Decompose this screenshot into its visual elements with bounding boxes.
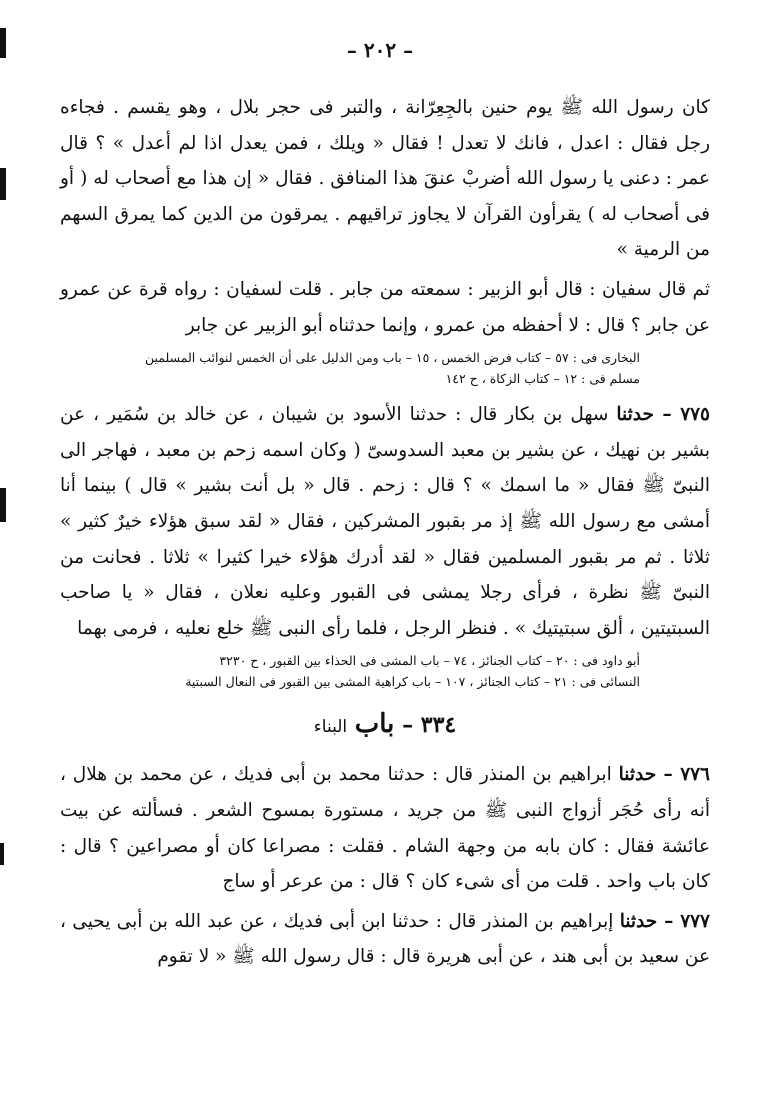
hadith-number: ٧٧٦ – حدثنا — [618, 764, 710, 786]
chapter-title: البناء — [313, 717, 348, 738]
chapter-heading — [60, 704, 710, 747]
reference-note — [60, 347, 710, 389]
page-number: – ٢٠٢ – — [346, 38, 414, 62]
page-edge-mark — [0, 488, 6, 522]
hadith-paragraph: كان رسول الله ﷺ يوم حنين بالجِعِرّانة ، والتبر فى حجر بلال ، وهو يقسم . فجاءه رجل فقال : اعدل ، فانك لا تعدل ! فقال « ويلك ، فمن يعدل اذا لم أعدل » ؟ قال عمر : دعنى يا رسول الله أضربْ عنقَ هذا المنافق . فقال « إن هذا مع أصحاب له ( أو فى أصحاب له ) يقرأون القرآن لا يجاوز تراقيهم . يمرقون من الدين كما يمرق السهم من الرمية » — [60, 97, 710, 261]
hadith-text: إبراهيم بن المنذر قال : حدثنا ابن أبى فديك ، عن عبد الله بن أبى يحيى ، عن سعيد بن أبى هند ، عن أبى هريرة قال : قال رسول الله ﷺ « لا تقوم — [60, 910, 710, 968]
page-edge-mark — [0, 843, 4, 865]
hadith-paragraph — [60, 397, 710, 646]
hadith-text: ابراهيم بن المنذر قال : حدثنا محمد بن أبى فديك ، عن محمد بن هلال ، أنه رأى حُجَر أزواج النبى ﷺ من جريد ، مستورة بمسوح الشعر . فسألته عن بيت عائشة فقال : كان بابه من وجهة الشام . فقلت : مصراعا كان أو مصراعين ؟ قال : كان باب واحد . قلت من أى شىء كان ؟ قال : من عرعر أو ساج — [60, 764, 710, 893]
hadith-paragraph — [60, 904, 710, 975]
hadith-paragraph — [60, 757, 710, 899]
reference-line: النسائى فى : ٢١ – كتاب الجنائز ، ١٠٧ – باب كراهية المشى بين القبور فى النعال السبتية — [185, 674, 640, 690]
hadith-text: سهل بن بكار قال : حدثنا الأسود بن شيبان ، عن خالد بن سُمَير ، عن بشير بن نهيك ، عن بشير بن معبد السدوسىّ ( وكان اسمه زحم بن معبد ، فهاجر الى النبىّ ﷺ فقال « ما اسمك » ؟ قال : زحم . قال « بل أنت بشير » قال ) بينما أنا أمشى مع رسول الله ﷺ إذ مر بقبور المشركين ، فقال « لقد سبق هؤلاء خيرٌ كثير » ثلاثا . ثم مر بقبور المسلمين فقال « لقد أدرك هؤلاء خيرا كثيرا » ثلاثا . فحانت من النبىّ ﷺ نظرة ، فرأى رجلا يمشى فى القبور وعليه نعلان ، فقال « يا صاحب السبتيتين ، ألق سبتيتيك » . فنظر الرجل ، فلما رأى النبى ﷺ خلع نعليه ، فرمى بهما — [60, 404, 710, 639]
page-body — [60, 90, 710, 979]
page-edge-mark — [0, 168, 6, 200]
chapter-bab: باب — [354, 709, 395, 740]
reference-note — [60, 650, 710, 692]
hadith-number: ٧٧٧ – حدثنا — [619, 910, 710, 932]
reference-line: أبو داود فى : ٢٠ – كتاب الجنائز ، ٧٤ – باب المشى فى الحذاء بين القبور ، ح ٣٢٣٠ — [219, 653, 640, 669]
chapter-number: ٣٣٤ – — [402, 712, 457, 739]
reference-line: البخارى فى : ٥٧ – كتاب فرض الخمس ، ١٥ – باب ومن الدليل على أن الخمس لنوائب المسلمين — [144, 350, 640, 366]
hadith-paragraph: ثم قال سفيان : قال أبو الزبير : سمعته من جابر . قلت لسفيان : رواه قرة عن عمرو عن جابر ؟ قال : لا أحفظه من عمرو ، وإنما حدثناه أبو الزبير عن جابر — [60, 278, 710, 336]
reference-line: مسلم فى : ١٢ – كتاب الزكاة ، ح ١٤٢ — [445, 371, 640, 387]
hadith-number: ٧٧٥ – حدثنا — [616, 404, 710, 426]
